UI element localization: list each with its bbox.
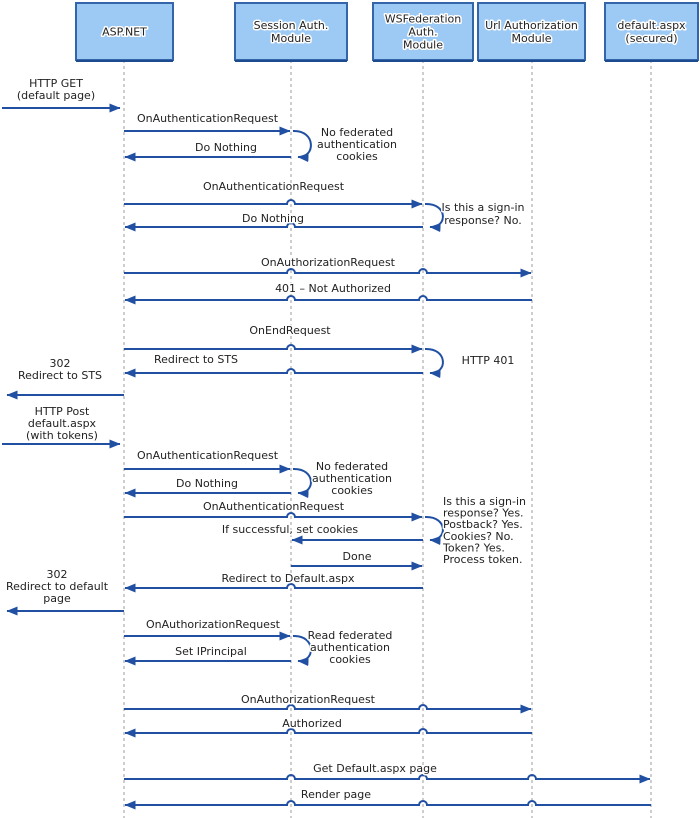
message-redirect-to-default-aspx-13 [125,572,423,588]
message-onendrequest-6 [124,324,422,349]
message-label: Authorized [282,717,342,730]
message-done-12 [291,550,422,566]
message-label: OnAuthorizationRequest [241,693,375,706]
note-sign-in-response-yes: Is this a sign-in response? Yes. Postback? Yes. Cookies? No. Token? Yes. Process token. [443,495,527,566]
message-label: Do Nothing [242,212,304,225]
message-arrow [125,296,532,300]
message-render-page-19 [125,788,651,805]
external-label: HTTP Post default.aspx (with tokens) [26,405,98,442]
message-label: Done [342,550,372,563]
message-label: OnAuthenticationRequest [202,500,345,513]
message-label: OnAuthenticationRequest [136,449,279,462]
actor-urlauth [478,3,585,61]
actor-label-wsfed: WSFederation Auth. Module [384,12,462,52]
message-arrow [125,801,651,805]
message-arrow [124,775,650,779]
message-label: Redirect to Default.aspx [221,572,355,585]
self-loop-wsfed-1 [425,204,443,227]
message-label: OnAuthenticationRequest [202,180,345,193]
note-no-federated-cookies-1: No federated authentication cookies [317,126,397,163]
message-onauthorizationrequest-4 [124,256,531,273]
message-onauthenticationrequest-0 [124,112,290,131]
note-no-federated-cookies-2: No federated authentication cookies [312,460,392,497]
message-authorized-17 [125,717,532,733]
message-label: Set IPrincipal [175,645,247,658]
actor-default [605,3,698,61]
message-arrow [124,200,422,204]
message-onauthenticationrequest-8 [124,449,290,469]
external-302-redirect-default [6,568,124,611]
message-redirect-to-sts-7 [125,353,423,373]
external-302-redirect-to-sts [7,357,124,395]
actor-label-urlauth: Url Authorization Module [485,19,578,45]
note-read-federated-cookies: Read federated authentication cookies [307,629,393,666]
message-arrow [125,369,423,373]
actor-label-default: default.aspx (secured) [617,19,686,45]
message-set-iprincipal-15 [125,645,291,661]
external-label: 302 Redirect to default page [5,568,109,605]
message-do-nothing-3 [125,212,423,227]
self-loop-wsfed-2 [425,349,443,373]
actor-wsfed [373,3,473,61]
message-arrow [124,513,422,517]
self-loop-session-3 [293,469,311,493]
actor-label-aspnet: ASP.NET [102,25,147,39]
message-label: Render page [300,788,372,801]
message-onauthorizationrequest-16 [124,693,531,709]
self-loop-wsfed-4 [425,517,443,540]
message-label: Get Default.aspx page [313,762,437,775]
message-label: OnEndRequest [249,324,331,337]
message-label: If successful, set cookies [221,523,359,536]
actor-session [235,3,347,61]
message-label: Do Nothing [195,141,257,154]
message-onauthenticationrequest-2 [124,180,422,204]
message-label: 401 – Not Authorized [275,282,391,295]
external-http-post-tokens [2,405,120,444]
self-loop-session-0 [293,131,311,157]
external-http-get [2,77,120,108]
message-do-nothing-9 [125,477,291,493]
actor-label-session: Session Auth. Module [253,19,329,45]
message-get-default-aspx-page-18 [124,762,650,779]
message-label: OnAuthorizationRequest [146,618,280,631]
message-onauthenticationrequest-10 [124,500,422,517]
message-if-successful-set-cookies-11 [222,523,423,540]
message-label: Do Nothing [176,477,238,490]
message-label: OnAuthorizationRequest [261,256,395,269]
note-sign-in-response-no: Is this a sign-in response? No. [441,201,525,227]
message-401-not-authorized-5 [125,282,532,300]
external-label: HTTP GET (default page) [16,77,96,102]
message-arrow [124,345,422,349]
message-arrow [124,269,531,273]
actor-aspnet [76,3,173,61]
external-label: 302 Redirect to STS [17,357,103,382]
message-do-nothing-1 [125,141,291,157]
note-http-401: HTTP 401 [461,354,515,367]
message-label: Redirect to STS [153,353,239,366]
message-label: OnAuthenticationRequest [136,112,279,125]
message-onauthorizationrequest-14 [124,618,290,636]
